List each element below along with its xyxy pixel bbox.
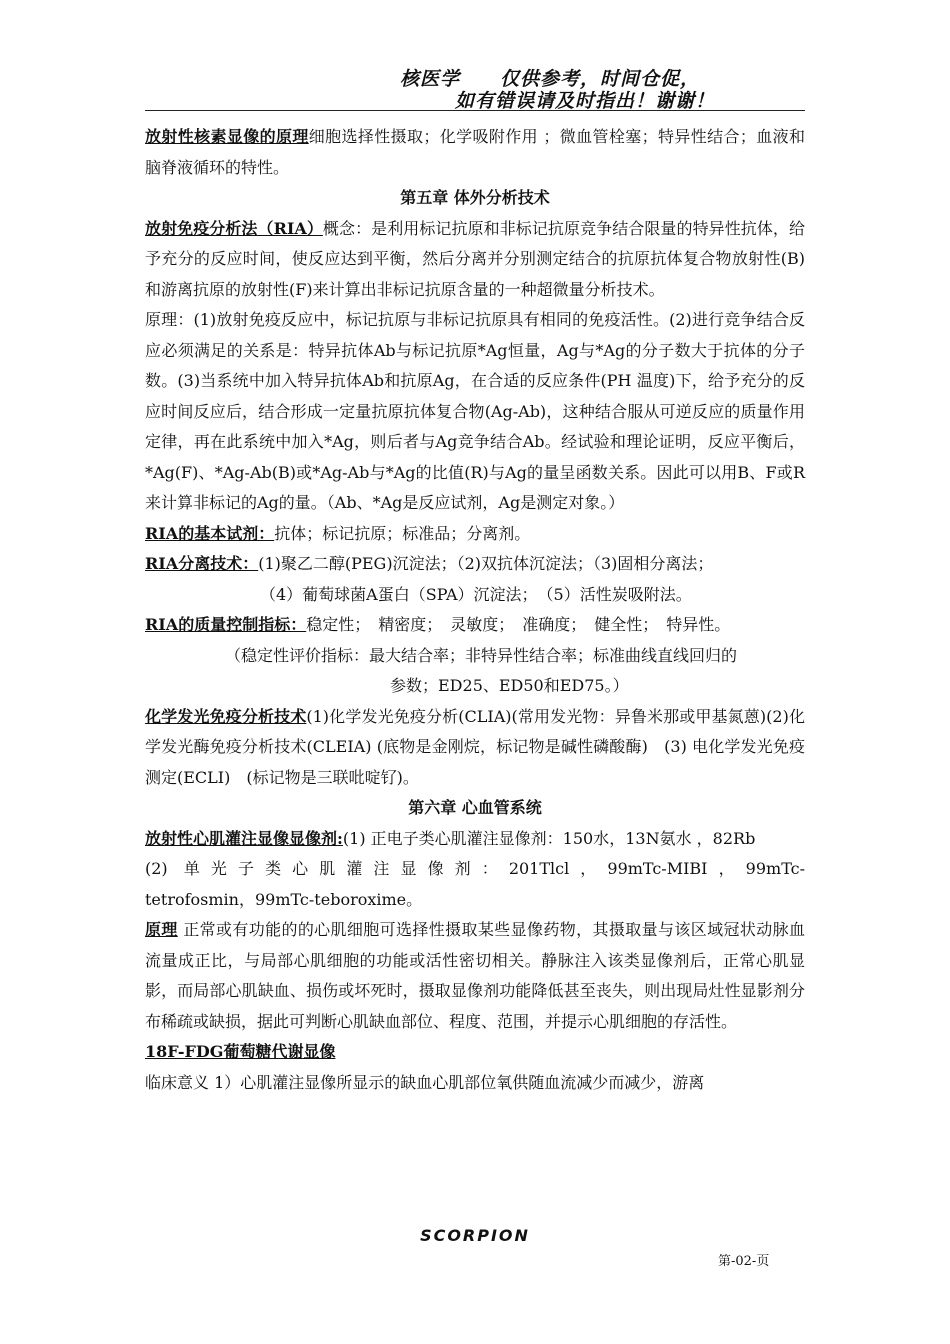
text-imaging-principle: 细胞选择性摄取；化学吸附作用 ；微血管栓塞；特异性结合；血液和脑脊液循环的特性。 (145, 127, 805, 177)
paragraph-ria-qc-cont1: （稳定性评价指标：最大结合率；非特异性结合率；标准曲线直线回归的 (225, 645, 738, 665)
paragraph-ria-qc-cont2: 参数；ED25、ED50和ED75。） (390, 676, 629, 695)
text-perfusion-principle: 正常或有功能的的心肌细胞可选择性摄取某些显像药物，其摄取量与该区域冠状动脉血流量成正比，与局部心肌细胞的功能或活性密切相关。静脉注入该类显像剂后，正常心肌显影，而局部心肌缺血、损伤或坏死时，摄取显像剂功能降低甚至丧失，则出现局灶性显影剂分布稀疏或缺损，据此可判断心肌缺血部位、程度、范围，并提示心肌细胞的存活性。 (145, 920, 805, 1031)
term-ria-qc: RIA的质量控制指标： (145, 615, 307, 634)
paragraph-perfusion-agents (145, 824, 805, 855)
page-header (145, 62, 805, 111)
term-ria-separation: RIA分离技术： (145, 554, 259, 573)
page-number: 第-02-页 (718, 1254, 770, 1269)
paragraph-imaging-principle (145, 122, 805, 183)
document-body (145, 122, 805, 1098)
term-perfusion-principle: 原理 (145, 920, 178, 939)
term-ria: 放射免疫分析法（RIA） (145, 218, 323, 238)
chapter-6-heading: 第六章 心血管系统 (408, 798, 542, 817)
paragraph-perfusion-agents-line3: tetrofosmin，99mTc-teboroxime。 (145, 889, 423, 909)
paragraph-perfusion-agents-line2: (2) 单光子类心肌灌注显像剂：201Tlcl，99mTc-MIBI，99mTc- (145, 859, 805, 878)
text-chemiluminescence: (1)化学发光免疫分析(CLIA)(常用发光物：异鲁米那或甲基氮蒽)(2)化学发光酶免疫分析技术(CLEIA) (底物是金刚烷，标记物是碱性磷酸酶) (3) 电化学发光免疫测定(ECLI) (标记物是三联吡啶钌)。 (145, 706, 805, 787)
header-line-2: 如有错误请及时指出！谢谢！ (455, 90, 716, 112)
header-line-1: 核医学 仅供参考，时间仓促， (400, 68, 701, 90)
term-perfusion-agents: 放射性心肌灌注显像显像剂: (145, 828, 343, 848)
term-ria-reagents: RIA的基本试剂： (145, 523, 275, 543)
text-ria-separation: (1)聚乙二醇(PEG)沉淀法；（2)双抗体沉淀法；（3)固相分离法； (258, 554, 714, 573)
term-chemiluminescence: 化学发光免疫分析技术 (145, 706, 307, 726)
paragraph-perfusion-principle (145, 915, 805, 1037)
term-fdg: 18F-FDG葡萄糖代谢显像 (145, 1042, 336, 1061)
paragraph-ria-principle: 原理：(1)放射免疫反应中，标记抗原与非标记抗原具有相同的免疫活性。(2)进行竞争结合反应必须满足的关系是：特异抗体Ab与标记抗原*Ag恒量，Ag与*Ag的分子数大于抗体的分子数。(3)当系统中加入特异抗体Ab和抗原Ag，在合适的反应条件(PH 温度)下，给予充分的反应时间反应后，结合形成一定量抗原抗体复合物(Ag-Ab)，这种结合服从可逆反应的质量作用定律，再在此系统中加入*Ag，则后者与Ag竞争结合Ab。经试验和理论证明，反应平衡后，*Ag(F)、*Ag-Ab(B)或*Ag-Ab与*Ag的比值(R)与Ag的量呈函数关系。因此可以用B、F或R来计算非标记的Ag的量。（Ab、*Ag是反应试剂，Ag是测定对象。） (145, 310, 805, 512)
paragraph-chemiluminescence (145, 702, 805, 794)
term-imaging-principle: 放射性核素显像的原理 (145, 127, 309, 146)
paragraph-ria-reagents (145, 519, 805, 550)
text-ria-qc: 稳定性； 精密度； 灵敏度； 准确度； 健全性； 特异性。 (306, 615, 731, 634)
footer-logo: SCORPION (420, 1226, 530, 1245)
paragraph-ria-definition (145, 214, 805, 306)
paragraph-ria-separation (145, 549, 805, 580)
text-ria-definition: 概念：是利用标记抗原和非标记抗原竞争结合限量的特异性抗体，给予充分的反应时间，使反应达到平衡，然后分离并分别测定结合的抗原抗体复合物放射性(B)和游离抗原的放射性(F)来计算出非标记抗原含量的一种超微量分析技术。 (145, 218, 805, 299)
text-ria-reagents: 抗体；标记抗原；标准品；分离剂。 (274, 523, 531, 543)
chapter-5-heading: 第五章 体外分析技术 (400, 188, 550, 207)
paragraph-clinical-significance: 临床意义 1）心肌灌注显像所显示的缺血心肌部位氧供随血流减少而减少，游离 (145, 1072, 705, 1092)
paragraph-ria-separation-cont: （4）葡萄球菌A蛋白（SPA）沉淀法； （5）活性炭吸附法。 (260, 584, 692, 604)
paragraph-fdg (145, 1037, 805, 1068)
paragraph-ria-qc (145, 610, 805, 641)
text-perfusion-agents: (1) 正电子类心肌灌注显像剂：150水，13N氨水 ，82Rb (342, 828, 756, 848)
